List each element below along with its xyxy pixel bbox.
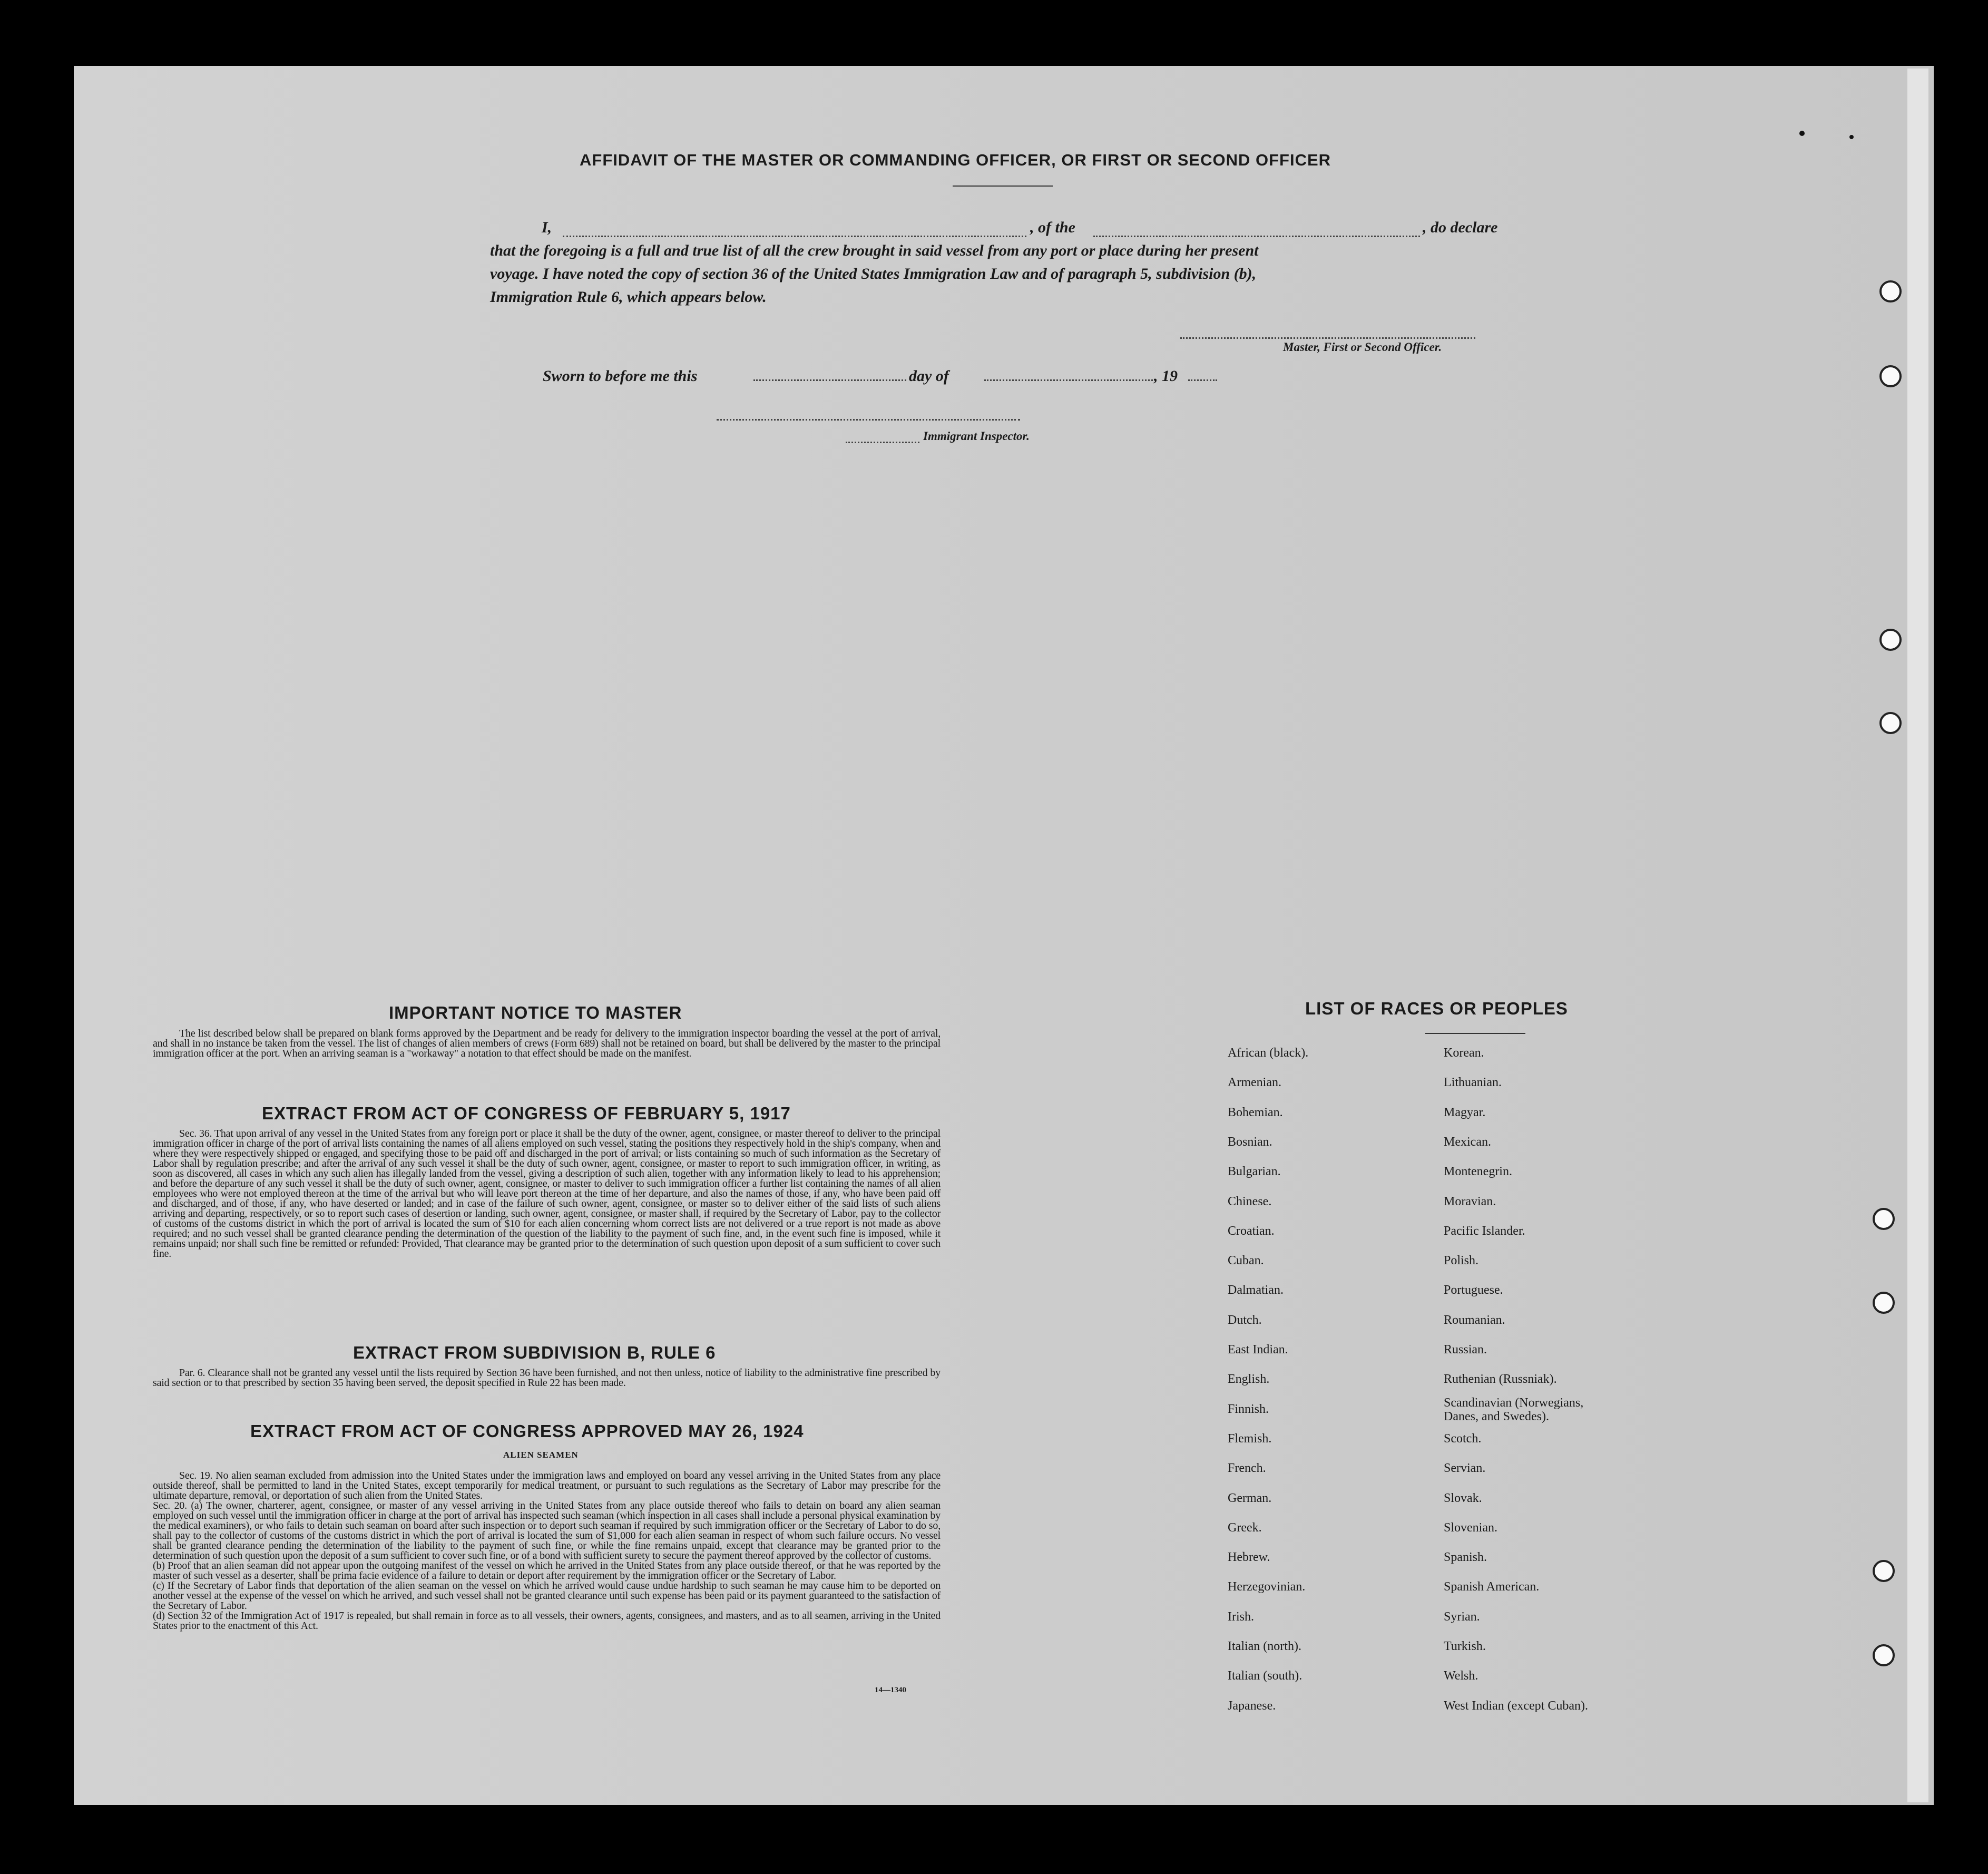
race-item: Japanese. xyxy=(1228,1699,1276,1713)
binder-hole xyxy=(1873,1208,1895,1230)
race-item: Servian. xyxy=(1444,1461,1486,1476)
race-item: Croatian. xyxy=(1228,1224,1275,1238)
inspector-signature-line-short xyxy=(846,442,919,443)
sworn-month-blank xyxy=(984,379,1153,381)
extract-1924-heading: EXTRACT FROM ACT OF CONGRESS APPROVED MAY 26, 1924 xyxy=(250,1421,804,1441)
vessel-blank xyxy=(1093,236,1420,237)
extract-1917-text: Sec. 36. That upon arrival of any vessel in the United States from any foreign port or place it shall be the duty of the owner, agent, consignee, or master thereof to deliver to the principal immigration officer in charge of the port of arrival lists containing the names of all aliens employed on such vessel, stating the positions they respectively hold in the ship's company, when and where they were respectively shipped or engaged, and specifying those to be paid off and discharged in the port of arrival; or lists containing so much of such information as the Secretary of Labor shall by regulation prescribe; and after the arrival of any such vessel it shall be the duty of such owner, agent, consignee, or master to report to such immigration officer, in writing, as soon as discovered, all cases in which any such alien has illegally landed from the vessel, giving a description of such alien, together with any information likely to lead to his apprehension; and before the departure of any such vessel it shall be the duty of such owner, agent, consignee, or master to deliver to such immigration officer a further list containing the names of all alien employees who were not employed thereon at the time of the arrival but who will leave port thereon at the time of her departure, and also the names of those, if any, who have been paid off and discharged, and of those, if any, who have deserted or landed; and in case of the failure of such owner, agent, consignee, or master so to deliver either of the said lists of such aliens arriving and departing, respectively, or so to report such cases of desertion or landing, such owner, agent, consignee, or master shall, if required by the Secretary of Labor, pay to the collector of customs of the customs district in which the port of arrival is located the sum of $10 for each alien concerning whom correct lists are not delivered or a true report is not made as above required; and no such vessel shall be granted clearance pending the determination of the question of the liability to the payment of such fine, and, in the event such fine is imposed, while it remains unpaid; nor shall such fine be remitted or refunded: Provided, That clearance may be granted prior to the determination of such question upon deposit of a sum sufficient to cover such fine. xyxy=(153,1128,941,1260)
inspector-signature-line xyxy=(717,419,1020,421)
race-item: Syrian. xyxy=(1444,1609,1480,1624)
race-item: Herzegovinian. xyxy=(1228,1580,1306,1594)
race-item: Bosnian. xyxy=(1228,1135,1272,1149)
binder-hole xyxy=(1873,1292,1895,1314)
race-item: East Indian. xyxy=(1228,1343,1288,1356)
affidavit-body-line1: that the foregoing is a full and true list of all the crew brought in said vessel from any port or place during her present xyxy=(490,242,1259,259)
race-item: Polish. xyxy=(1444,1254,1479,1268)
race-item: Hebrew. xyxy=(1228,1550,1270,1565)
form-number: 14—1340 xyxy=(875,1686,906,1694)
affidavit-i-label: I, xyxy=(542,219,552,236)
affidavit-body-line3: Immigration Rule 6, which appears below. xyxy=(490,288,767,306)
race-item: Scandinavian (Norwegians, Danes, and Swedes). xyxy=(1444,1395,1584,1423)
race-item: Roumanian. xyxy=(1444,1313,1505,1327)
race-item: Magyar. xyxy=(1444,1105,1486,1119)
heading-rule xyxy=(953,186,1053,187)
race-item: Mexican. xyxy=(1444,1135,1491,1149)
affidavit-do-declare: , do declare xyxy=(1423,219,1498,236)
binder-hole xyxy=(1873,1644,1895,1666)
binder-hole xyxy=(1873,1560,1895,1582)
race-item: Turkish. xyxy=(1444,1639,1486,1653)
race-item: Cuban. xyxy=(1228,1254,1264,1268)
race-item: Italian (south). xyxy=(1228,1669,1303,1683)
race-item: Irish. xyxy=(1228,1609,1254,1624)
page-edge xyxy=(1907,69,1928,1802)
race-item: Bohemian. xyxy=(1228,1105,1283,1119)
race-item: Pacific Islander. xyxy=(1444,1224,1525,1238)
race-item: Moravian. xyxy=(1444,1194,1496,1208)
race-item: Dutch. xyxy=(1228,1313,1262,1327)
race-item: Lithuanian. xyxy=(1444,1076,1502,1090)
race-item: Italian (north). xyxy=(1228,1639,1301,1653)
name-blank xyxy=(563,236,1026,237)
sworn-label: Sworn to before me this xyxy=(543,367,698,385)
race-item: Spanish American. xyxy=(1444,1580,1540,1594)
race-item: Slovenian. xyxy=(1444,1520,1497,1535)
race-item: Russian. xyxy=(1444,1343,1487,1356)
race-item: Spanish. xyxy=(1444,1550,1487,1565)
race-item: Bulgarian. xyxy=(1228,1165,1281,1179)
extract-1917-heading: EXTRACT FROM ACT OF CONGRESS OF FEBRUARY 5, 1917 xyxy=(262,1104,791,1123)
race-item: Finnish. xyxy=(1228,1402,1269,1416)
race-item: Korean. xyxy=(1444,1046,1484,1060)
master-signature-label: Master, First or Second Officer. xyxy=(1283,340,1442,354)
race-item: French. xyxy=(1228,1461,1266,1476)
race-item: Dalmatian. xyxy=(1228,1283,1284,1297)
race-item: Welsh. xyxy=(1444,1669,1478,1683)
margin-mark xyxy=(1799,131,1805,136)
race-item: Montenegrin. xyxy=(1444,1165,1512,1179)
binder-hole xyxy=(1879,629,1902,651)
sworn-year-blank xyxy=(1188,379,1217,381)
affidavit-of-the: , of the xyxy=(1030,219,1075,236)
race-item: Scotch. xyxy=(1444,1431,1482,1446)
race-item: West Indian (except Cuban). xyxy=(1444,1699,1588,1713)
race-item: Greek. xyxy=(1228,1520,1262,1535)
race-item: Portuguese. xyxy=(1444,1283,1503,1297)
affidavit-heading: AFFIDAVIT OF THE MASTER OR COMMANDING OFFICER, OR FIRST OR SECOND OFFICER xyxy=(580,151,1331,169)
year-label: , 19 xyxy=(1154,367,1178,385)
race-item: Flemish. xyxy=(1228,1431,1272,1446)
sworn-day-blank xyxy=(753,379,906,381)
inspector-signature-label: Immigrant Inspector. xyxy=(923,430,1030,443)
day-of-label: day of xyxy=(909,367,949,385)
margin-mark xyxy=(1849,135,1854,139)
extract-rule6-heading: EXTRACT FROM SUBDIVISION B, RULE 6 xyxy=(353,1343,716,1362)
extract-1924-subheading: ALIEN SEAMEN xyxy=(503,1450,579,1460)
race-item: English. xyxy=(1228,1372,1270,1387)
race-item: African (black). xyxy=(1228,1046,1309,1060)
race-item: Chinese. xyxy=(1228,1194,1272,1208)
race-item: German. xyxy=(1228,1491,1272,1505)
races-heading-rule xyxy=(1425,1033,1525,1034)
notice-heading: IMPORTANT NOTICE TO MASTER xyxy=(389,1003,682,1022)
races-heading: LIST OF RACES OR PEOPLES xyxy=(1305,999,1568,1018)
binder-hole xyxy=(1879,365,1902,387)
extract-1924-text: Sec. 19. No alien seaman excluded from admission into the United States under the immigration laws and employed on board any vessel arriving in the United States from any place outside thereof, shall be permitted to land in the United States, except temporarily for medical treatment, or pursuant to such regulations as the Secretary of Labor may prescribe for the ultimate departure, removal, or deportation of such alien from the United States. Sec. 20. (a) The owner, charterer, agent, consignee, or master of any vessel arriving in the United States from any place outside thereof who fails to detain on board any alien seaman employed on such vessel until the immigration officer in charge at the port of arrival has inspected such seaman (which inspection in all cases shall include a personal physical examination by the medical examiners), or who fails to detain such seaman on board after such inspection or to deport such seaman if required by such immigration officer or the Secretary of Labor to do so, shall pay to the collector of customs of the customs district in which the port of arrival is located the sum of $1,000 for each alien seaman in respect of whom such failure occurs. No vessel shall be granted clearance pending the determination of the liability to the payment of such fine, or while the fine remains unpaid, except that clearance may be granted prior to the determination of such question upon the deposit of a sum sufficient to cover such fine, or of a bond with sufficient surety to secure the payment thereof approved by the collector of customs. (b) Proof that an alien seaman did not appear upon the outgoing manifest of the vessel on which he arrived in the United States from any place outside thereof, or that he was reported by the master of such vessel as a deserter, shall be prima facie evidence of a failure to detain or deport after requirement by the immigration officer or the Secretary of Labor. (c) If the Secretary of Labor finds that deportation of the alien seaman on the vessel on which he arrived would cause undue hardship to such seaman he may cause him to be deported on another vessel at the expense of the vessel on which he arrived, and such vessel shall not be granted clearance until such expense has been paid or its payment guaranteed to the satisfaction of the Secretary of Labor. (d) Section 32 of the Immigration Act of 1917 is repealed, but shall remain in force as to all vessels, their owners, agents, consignees, and masters, and as to all seamen, arriving in the United States prior to the enactment of this Act. xyxy=(153,1470,941,1632)
race-item: Slovak. xyxy=(1444,1491,1482,1505)
extract-rule6-text: Par. 6. Clearance shall not be granted any vessel until the lists required by Section 36 have been furnished, and not then unless, notice of liability to the administrative fine prescribed by said section or to that prescribed by section 35 having been served, the deposit specified in Rule 22 has been made. xyxy=(153,1367,941,1389)
race-item: Armenian. xyxy=(1228,1076,1281,1090)
notice-text: The list described below shall be prepared on blank forms approved by the Department and be ready for delivery to the immigration inspector boarding the vessel at the port of arrival, and shall in no instance be taken from the vessel. The list of changes of alien members of crews (Form 689) shall not be retained on board, but shall be delivered by the master to the principal immigration officer at the port. When an arriving seaman is a "workaway" a notation to that effect should be made on the manifest. xyxy=(153,1028,941,1059)
binder-hole xyxy=(1879,712,1902,734)
binder-hole xyxy=(1879,280,1902,302)
race-item: Ruthenian (Russniak). xyxy=(1444,1372,1557,1387)
master-signature-line xyxy=(1180,337,1475,339)
affidavit-body-line2: voyage. I have noted the copy of section 36 of the United States Immigration Law and of paragraph 5, subdivision (b), xyxy=(490,265,1257,282)
